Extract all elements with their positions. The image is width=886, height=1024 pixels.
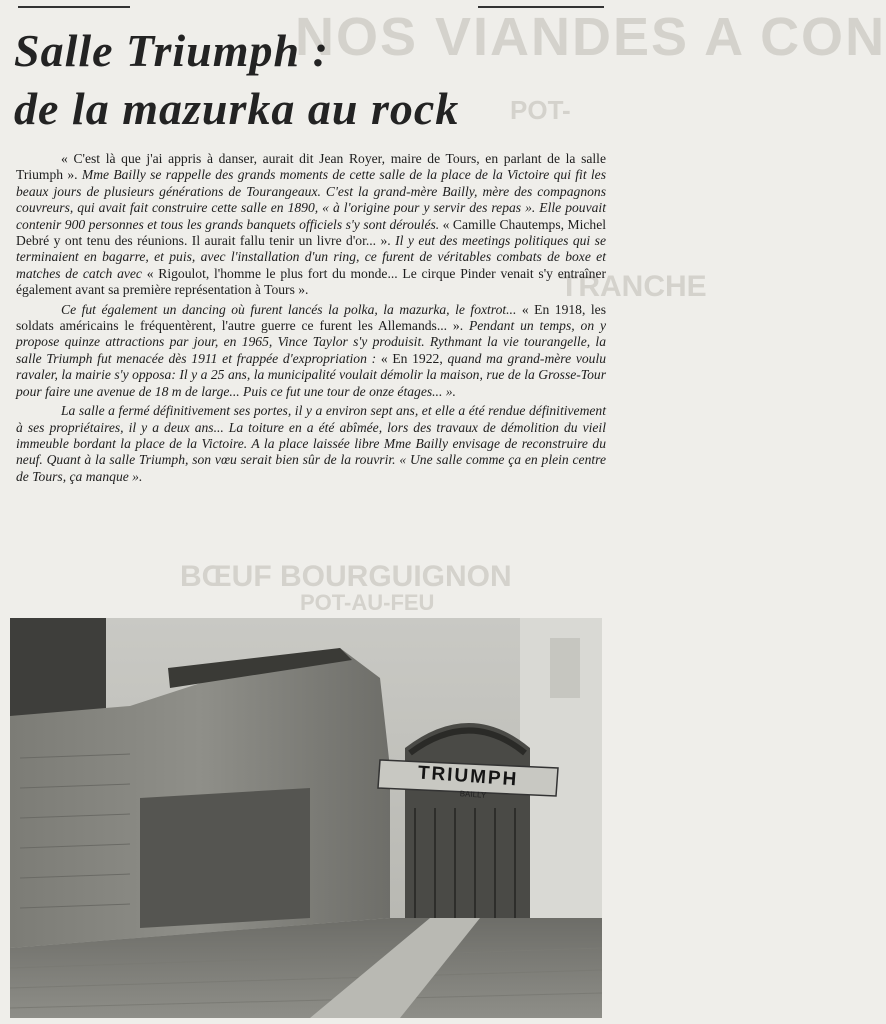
bleed-through-text: TRANCHE (560, 270, 707, 303)
bleed-through-text: POT-AU-FEU (300, 590, 435, 615)
text-run: « En 1922, (376, 350, 448, 366)
text-run: « Rigoulot, l'homme le plus fort du monde... Le cirque Pinder venait s'y entraîner également avant sa première représentation à Tours ». (16, 265, 606, 298)
text-run: « C'est là que j'ai appris à danser, aurait dit Jean Royer, maire de Tours, en parlant de la salle Triumph ». (16, 151, 606, 183)
triumph-sign-text: TRIUMPH (417, 762, 519, 791)
bleed-through-text: NOS VIANDES A CON (295, 7, 886, 67)
article-body (16, 151, 606, 488)
news-photo-salle-triumph (10, 618, 602, 1018)
top-rule-left (18, 6, 130, 8)
text-run: Pendant un temps, on y propose quinze attractions par jour, en 1965, Vince Taylor s'y produisit. Rythmant la vie tourangelle, la salle Triumph fut menacée dès 1911 et frappée d'expropriation : (16, 318, 606, 366)
text-run: « En 1918, les soldats américains le fréquentèrent, l'autre guerre ce furent les Allemands... ». (16, 301, 606, 334)
headline-line-1: Salle Triumph : (14, 25, 329, 76)
article-paragraph (16, 151, 606, 299)
article-paragraph (16, 403, 606, 485)
text-run: La salle a fermé définitivement ses portes, il y a environ sept ans, et elle a été rendue définitivement à ses propriétaires, il y a deux ans... La toiture en a été abîmée, lors des travaux de démolition du vieil immeuble bordant la place de la Victoire. A la place laissée libre Mme Bailly envisage de reconstruire du neuf. Quant à la salle Triumph, son vœu serait bien sûr de la rouvrir. « Une salle comme ça en plein centre de Tours, ça manque ». (16, 403, 606, 484)
text-run: Ce fut également un dancing où furent lancés la polka, la mazurka, le foxtrot... (61, 301, 522, 317)
text-run: Il y eut des meetings politiques qui se terminaient en bagarre, et puis, avec l'installation d'un ring, ce furent de véritables combats de boxe et matches de catch avec (16, 233, 606, 281)
bleed-through-text: BŒUF BOURGUIGNON (180, 560, 512, 593)
headline-line-2: de la mazurka au rock (14, 83, 460, 134)
bleed-through-text: POT- (510, 95, 571, 125)
text-run: quand ma grand-mère voulu ravaler, la mairie s'y opposa: Il y a 25 ans, la municipalité voulait démolir la maison, rue de la Grosse-Tour pour faire une avenue de 18 m de large... Puis ce fut une tour de onze étages... ». (16, 350, 607, 399)
article-paragraph (16, 302, 606, 400)
text-run: « Camille Chautemps, Michel Debré y ont tenu des réunions. Il aurait fallu tenir un livre d'or... ». (16, 216, 606, 249)
text-run: Mme Bailly se rappelle des grands moments de cette salle de la place de la Victoire qui fit les beaux jours de plusieurs générations de Tourangeaux. C'est la grand-mère Bailly, mère des compagnons couvreurs, qui avait fait construire cette salle en 1890, « à l'origine pour y servir des repas ». Elle pouvait contenir 900 personnes et tous les grands banquets officiels s'y sont déroulés. (16, 167, 606, 232)
sign-owner-text: BAILLY (459, 789, 487, 800)
